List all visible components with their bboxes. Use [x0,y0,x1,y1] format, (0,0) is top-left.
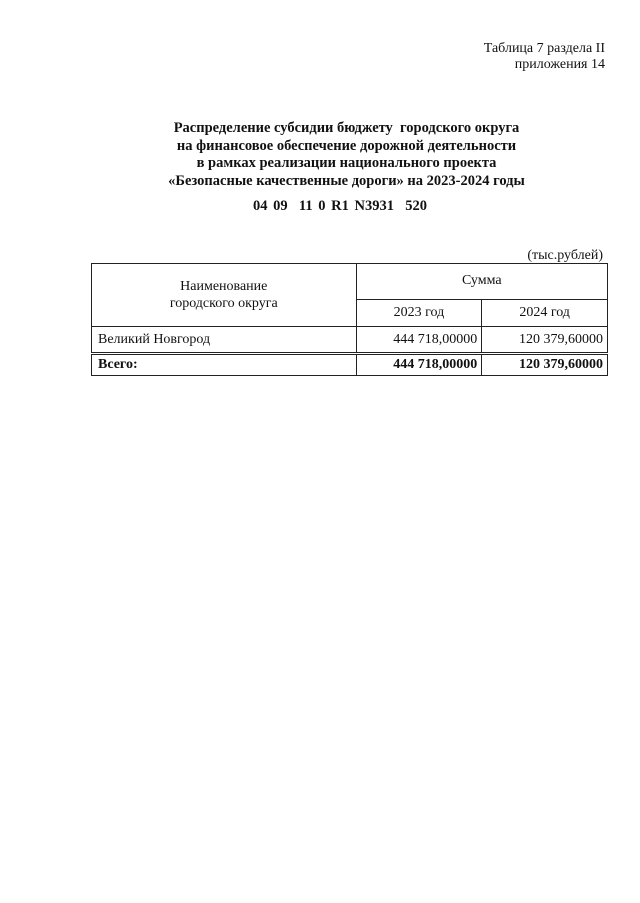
total-value-2023: 444 718,00000 [356,354,482,376]
row-value-2024: 120 379,60000 [482,327,608,354]
row-value-2023: 444 718,00000 [356,327,482,354]
units-label: (тыс.рублей) [527,248,603,263]
total-value-2024: 120 379,60000 [482,354,608,376]
table-header-row [92,264,608,300]
document-reference [484,41,605,73]
title-line-4: «Безопасные качественные дороги» на 2023-2024 годы [168,172,525,189]
header-name: Наименование городского округа [92,264,357,327]
subsidy-table [91,263,608,376]
budget-code: 04 09 11 0 R1 N3931 520 [253,198,427,214]
row-name: Великий Новгород [92,327,357,354]
title-line-3: в рамках реализации национального проекта [196,155,497,171]
total-label: Всего: [92,354,357,376]
document-title [0,120,640,190]
title-line-1: Распределение субсидии бюджету городского округа [173,120,520,136]
header-year-2024: 2024 год [482,299,608,326]
header-sum: Сумма [356,264,607,300]
table-row [92,327,608,354]
header-year-2023: 2023 год [356,299,482,326]
title-line-2: на финансовое обеспечение дорожной деятельности [176,137,517,154]
table-total-row [92,354,608,376]
reference-line-1: Таблица 7 раздела II [483,41,605,56]
reference-line-2: приложения 14 [514,57,605,72]
